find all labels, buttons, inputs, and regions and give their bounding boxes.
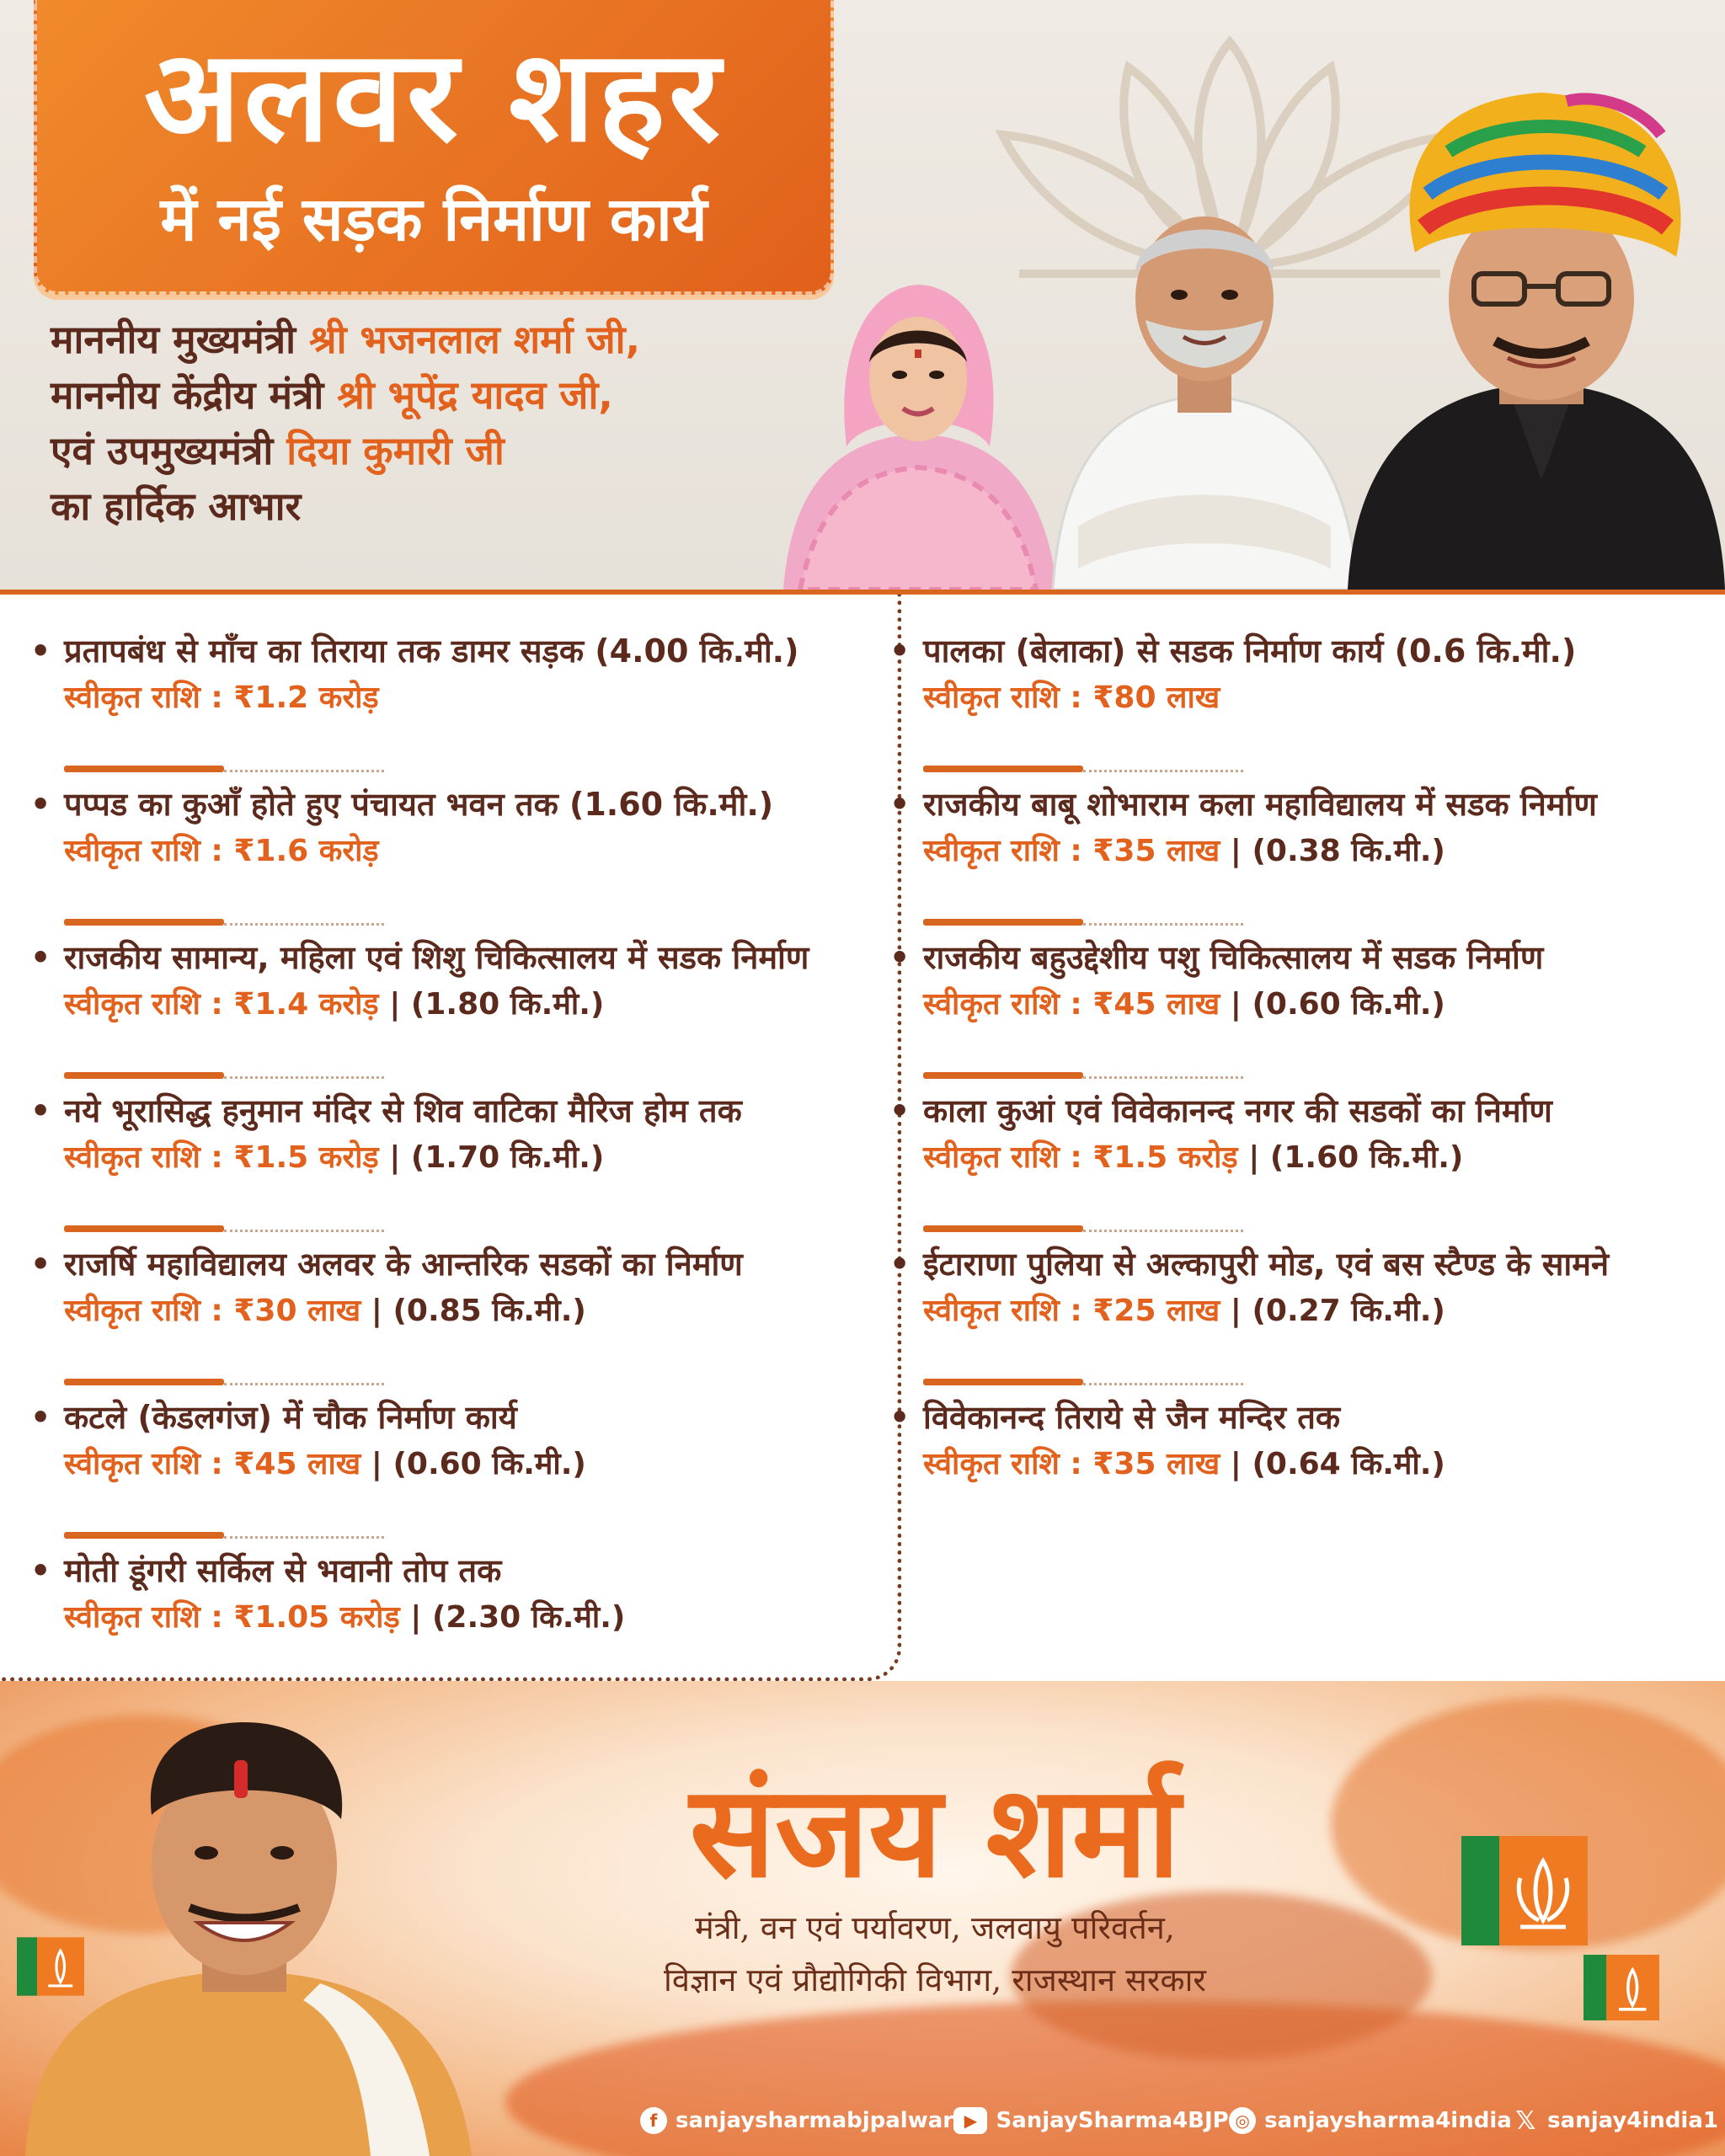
portrait-diya-kumari	[766, 270, 1070, 590]
list-item: • ईटाराणा पुलिया से अल्कापुरी मोड, एवं बस स्टैण्ड के सामने स्वीकृत राशि : ₹25 लाख | (0.27 कि.मी.)	[884, 1241, 1693, 1394]
item-separator	[64, 1532, 384, 1540]
item-separator	[923, 1072, 1243, 1081]
title-banner	[34, 0, 834, 295]
list-item: • राजकीय बहुउद्देशीय पशु चिकित्सालय में सडक निर्माण स्वीकृत राशि : ₹45 लाख | (0.60 कि.मी.)	[884, 934, 1693, 1087]
thanks-line-1: माननीय मुख्यमंत्री श्री भजनलाल शर्मा जी,	[51, 317, 641, 362]
list-item: • प्रतापबंध से माँच का तिराया तक डामर सड़क (4.00 कि.मी.) स्वीकृत राशि : ₹1.2 करोड़	[25, 627, 876, 781]
item-separator	[64, 766, 384, 774]
social-x[interactable]: 𝕏 sanjay4india1	[1512, 2107, 1718, 2134]
thanks-line-3: एवं उपमुख्यमंत्री दिया कुमारी जी	[51, 428, 505, 473]
project-list-left	[25, 627, 876, 1700]
thanks-line-2: माननीय केंद्रीय मंत्री श्री भूपेंद्र यादव जी,	[51, 372, 613, 418]
list-item: • राजकीय बाबू शोभाराम कला महाविद्यालय में सडक निर्माण स्वीकृत राशि : ₹35 लाख | (0.38 कि.मी.)	[884, 781, 1693, 934]
page-title: अलवर शहर	[143, 24, 724, 170]
x-icon: 𝕏	[1515, 2105, 1536, 2136]
bjp-flag-icon	[1583, 1954, 1659, 2021]
facebook-icon: f	[640, 2107, 667, 2134]
leader-name: संजय शर्मा	[689, 1758, 1181, 1906]
social-instagram[interactable]: ◎ sanjaysharma4india	[1229, 2107, 1512, 2134]
list-item: • पप्पड का कुआँ होते हुए पंचायत भवन तक (1.60 कि.मी.) स्वीकृत राशि : ₹1.6 करोड़	[25, 781, 876, 934]
list-item: • नये भूरासिद्ध हनुमान मंदिर से शिव वाटिका मैरिज होम तक स्वीकृत राशि : ₹1.5 करोड़ | (1.70 कि.मी.)	[25, 1087, 876, 1241]
list-item: • कटले (केडलगंज) में चौक निर्माण कार्य स्वीकृत राशि : ₹45 लाख | (0.60 कि.मी.)	[25, 1394, 876, 1547]
portrait-sanjay-sharma	[17, 1697, 489, 2156]
list-item: • काला कुआं एवं विवेकानन्द नगर की सडकों का निर्माण स्वीकृत राशि : ₹1.5 करोड़ | (1.60 कि.मी.)	[884, 1087, 1693, 1241]
item-separator	[923, 919, 1243, 927]
page-subtitle: में नई सड़क निर्माण कार्य	[160, 184, 708, 254]
item-separator	[64, 1225, 384, 1234]
portrait-bhajanlal-sharma	[1348, 84, 1725, 590]
bjp-flag-icon	[1461, 1836, 1588, 1945]
item-separator	[923, 1225, 1243, 1234]
instagram-icon: ◎	[1229, 2107, 1256, 2134]
item-separator	[923, 766, 1243, 774]
youtube-icon: ▶	[953, 2107, 987, 2134]
social-facebook[interactable]: f sanjaysharmabjpalwar	[640, 2107, 953, 2134]
project-list-right	[884, 627, 1693, 1547]
list-item: • पालका (बेलाका) से सडक निर्माण कार्य (0.6 कि.मी.) स्वीकृत राशि : ₹80 लाख	[884, 627, 1693, 781]
leader-designation: मंत्री, वन एवं पर्यावरण, जलवायु परिवर्तन, विज्ञान एवं प्रौद्योगिकी विभाग, राजस्थान सरकार	[664, 1909, 1206, 1999]
item-separator	[64, 919, 384, 927]
header-section	[0, 0, 1725, 590]
list-item: • राजर्षि महाविद्यालय अलवर के आन्तरिक सडकों का निर्माण स्वीकृत राशि : ₹30 लाख | (0.85 कि.मी.)	[25, 1241, 876, 1394]
list-item: • मोती डूंगरी सर्किल से भवानी तोप तक स्वीकृत राशि : ₹1.05 करोड़ | (2.30 कि.मी.)	[25, 1547, 876, 1700]
social-youtube[interactable]: ▶ SanjaySharma4BJP	[953, 2107, 1228, 2134]
thanks-message	[51, 312, 809, 534]
item-separator	[64, 1072, 384, 1081]
social-links	[640, 2097, 1718, 2144]
list-item: • राजकीय सामान्य, महिला एवं शिशु चिकित्सालय में सडक निर्माण स्वीकृत राशि : ₹1.4 करोड़ | (1.80 कि.मी.)	[25, 934, 876, 1087]
item-separator	[923, 1379, 1243, 1387]
portrait-bhupender-yadav	[1044, 173, 1365, 590]
thanks-line-4: का हार्दिक आभार	[51, 483, 302, 529]
item-separator	[64, 1379, 384, 1387]
list-item: • विवेकानन्द तिराये से जैन मन्दिर तक स्वीकृत राशि : ₹35 लाख | (0.64 कि.मी.)	[884, 1394, 1693, 1547]
